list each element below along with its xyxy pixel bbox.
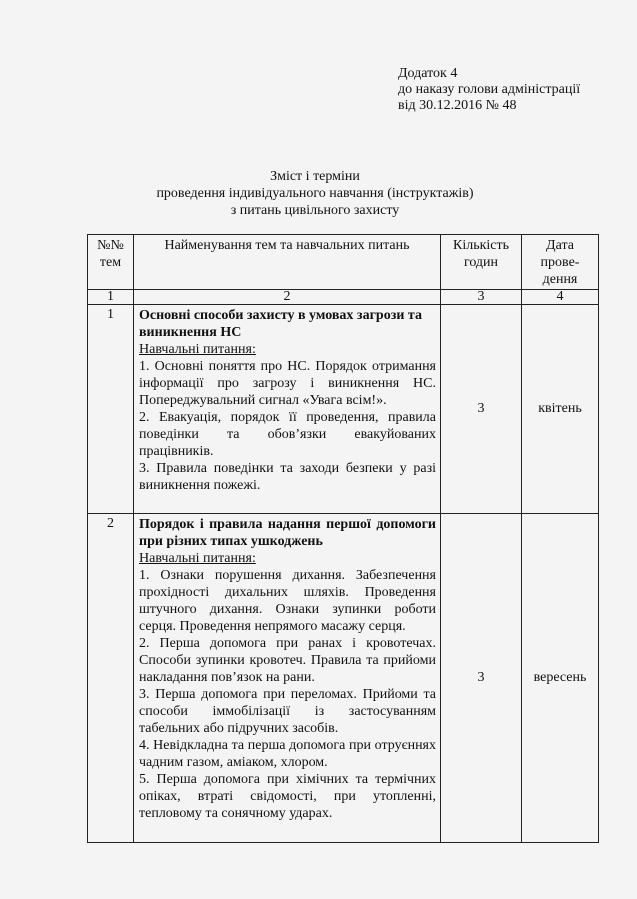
topic-date: квітень [522,305,599,514]
topic-subheading: Навчальні питання: [139,342,256,357]
topic-item: 5. Перша допомога при хімічних та термічних опіках, втраті свідомості, при утопленні, тепловому та сонячному ударах. [139,772,436,821]
topic-item: 3. Перша допомога при переломах. Прийоми та способи іммобілізації із застосуванням табельних або підручних засобів. [139,687,436,736]
topic-number: 1 [88,305,134,514]
topic-item: 2. Перша допомога при ранах і кровотечах. Способи зупинки кровотеч. Правила та прийоми накладання пов’язок на рани. [139,636,436,685]
title-line-3: з питань цивільного захисту [230,203,400,218]
topic-title: Порядок і правила надання першої допомоги при різних типах ушкоджень [139,517,436,549]
title-line-1: Зміст і терміни [270,169,360,184]
col-number: 3 [441,290,522,305]
annex-block [398,66,580,114]
topic-hours: 3 [441,514,522,843]
annex-line-1: Додаток 4 [398,66,458,81]
topic-date: вересень [522,514,599,843]
topic-subheading: Навчальні питання: [139,551,256,566]
annex-line-2: до наказу голови адміністрації [398,82,581,97]
table-header-row [88,235,599,290]
topic-item: 3. Правила поведінки та заходи безпеки у разі виникнення пожежі. [139,461,436,493]
header-num: №№ тем [88,235,134,290]
document-title [100,168,530,219]
topic-number: 2 [88,514,134,843]
header-date: Дата прове-дення [522,235,599,290]
column-number-row [88,290,599,305]
topic-title: Основні способи захисту в умовах загрози та виникнення НС [139,308,422,340]
title-line-2: проведення індивідуального навчання (інструктажів) [156,186,474,201]
topic-item: 4. Невідкладна та перша допомога при отруєннях чадним газом, аміаком, хлором. [139,738,436,770]
topic-content [134,514,441,843]
header-name: Найменування тем та навчальних питань [134,235,441,290]
topic-item: 1. Основні поняття про НС. Порядок отримання інформації про загрозу і виникнення НС. Попереджувальний сигнал «Увага всім!». [139,359,436,408]
training-topics-table [87,234,599,843]
topic-hours: 3 [441,305,522,514]
table-row [88,305,599,514]
topic-item: 2. Евакуація, порядок її проведення, правила поведінки та обов’язки евакуйованих працівників. [139,410,436,459]
col-number: 1 [88,290,134,305]
topic-content [134,305,441,514]
topic-item: 1. Ознаки порушення дихання. Забезпечення прохідності дихальних шляхів. Проведення штучного дихання. Ознаки зупинки роботи серця. Проведення непрямого масажу серця. [139,568,436,634]
header-hours: Кількість годин [441,235,522,290]
col-number: 2 [134,290,441,305]
table-row [88,514,599,843]
annex-line-3: від 30.12.2016 № 48 [398,98,517,113]
col-number: 4 [522,290,599,305]
